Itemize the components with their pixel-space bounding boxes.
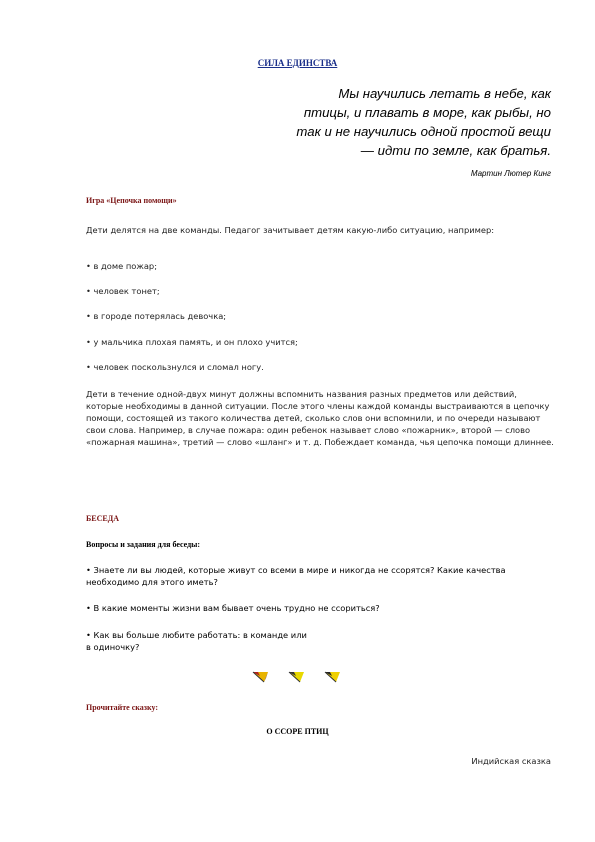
pencil-icon [252,670,272,684]
document-title: СИЛА ЕДИНСТВА [257,58,338,68]
game-bullet: • человек тонет; [86,286,160,296]
talk-heading: БЕСЕДА [86,514,120,523]
epigraph-quote [231,84,551,160]
talk-subheading: Вопросы и задания для беседы: [86,540,201,549]
story-origin: Индийская сказка [471,756,551,766]
epigraph-line: — идти по земле, как братья. [360,143,551,158]
game-bullet: • человек поскользнулся и сломал ногу. [86,362,264,372]
game-bullet: • в городе потерялась девочка; [86,311,227,321]
talk-question: • В какие моменты жизни вам бывает очень трудно не ссориться? [86,603,380,613]
pencil-icon [324,670,344,684]
epigraph-line: так и не научились одной простой вещи [296,124,551,139]
game-rules: Дети в течение одной-двух минут должны вспомнить названия разных предметов или действий, которые необходимы в данной ситуации. После этого члены каждой команды выстраиваются в цепочку помощи, состоящей из такого количества детей, сколько слов они вспомнили, и по очереди называют свои слова. Например, в случае пожара: один ребенок называет слово «пожарник», второй — слово «пожарная машина», третий — слово «шланг» и т. д. Побеждает команда, чья цепочка помощи длиннее. [86,389,554,447]
epigraph-line: птицы, и плавать в море, как рыбы, но [303,105,551,120]
game-intro: Дети делятся на две команды. Педагог зачитывает детям какую-либо ситуацию, например: [86,225,495,235]
talk-question: • Знаете ли вы людей, которые живут со всеми в мире и никогда не ссорятся? Какие качества необходимо для этого иметь? [86,565,506,587]
game-bullet: • в доме пожар; [86,261,157,271]
epigraph-line: Мы научились летать в небе, как [338,86,551,101]
story-title: О ССОРЕ ПТИЦ [266,727,329,736]
talk-question: • Как вы больше любите работать: в команде или в одиночку? [86,630,307,652]
game-bullet: • у мальчика плохая память, и он плохо учится; [86,337,298,347]
pencil-icon [288,670,308,684]
game-heading: Игра «Цепочка помощи» [86,196,177,205]
reading-heading: Прочитайте сказку: [86,703,159,712]
section-divider [0,668,595,684]
epigraph-author: Мартин Лютер Кинг [470,169,551,178]
